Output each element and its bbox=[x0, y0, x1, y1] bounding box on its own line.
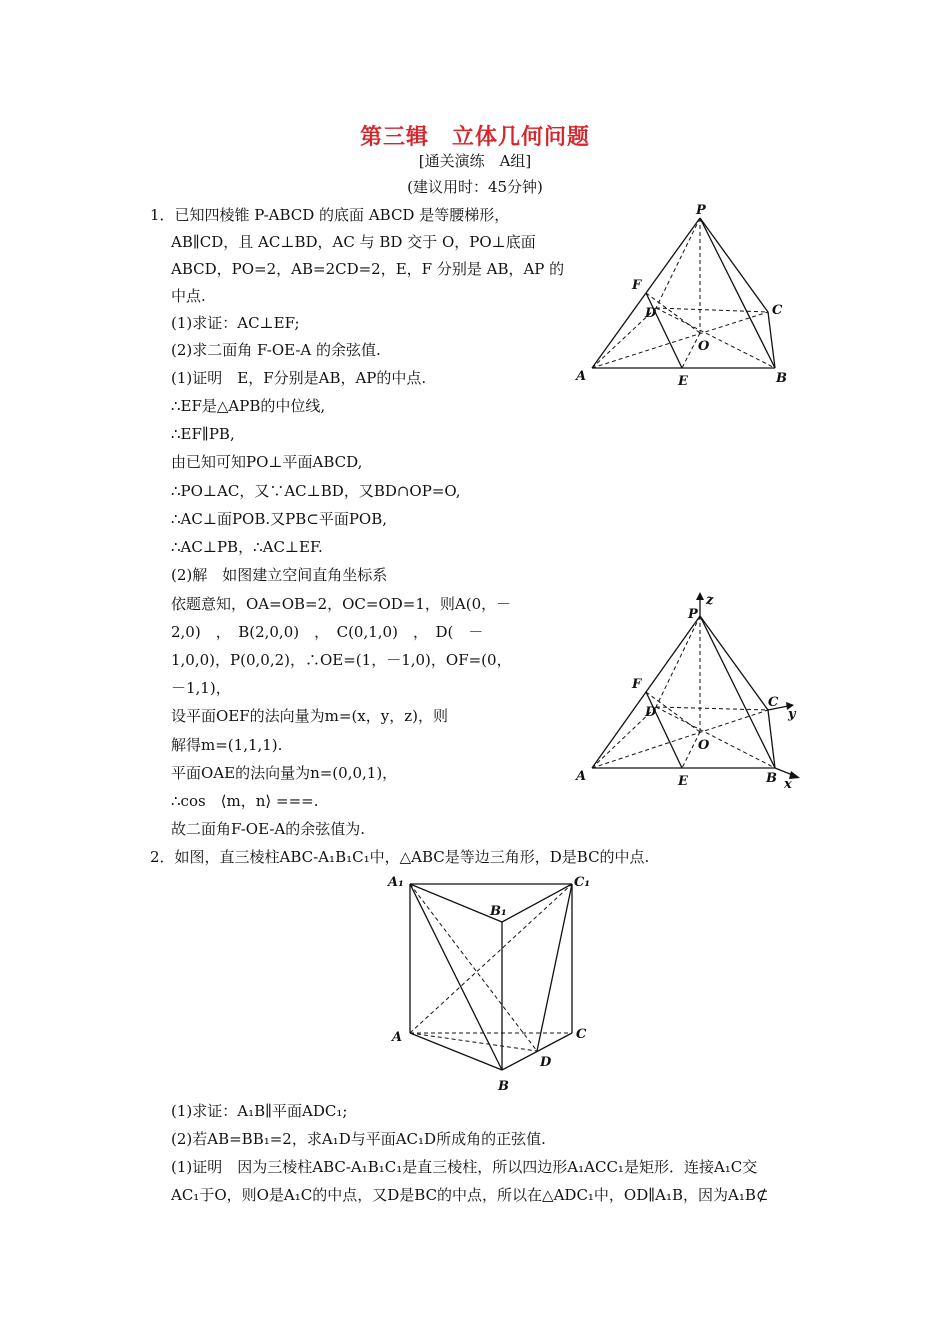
p1-line: (1)求证：AC⊥EF; bbox=[171, 314, 300, 332]
p1-line: ∴AC⊥面POB.又PB⊂平面POB, bbox=[171, 510, 388, 528]
p1-line: 1,0,0)，P(0,0,2)，∴OE=(1，－1,0)，OF=(0， bbox=[171, 651, 512, 669]
label-F: F bbox=[632, 278, 642, 293]
label-F: F bbox=[632, 677, 642, 692]
p1-line: 依题意知，OA=OB=2，OC=OD=1，则A(0，－ bbox=[171, 595, 512, 613]
p2-line: (1)证明 因为三棱柱ABC-A₁B₁C₁是直三棱柱，所以四边形A₁ACC₁是矩形．连接A₁C交 bbox=[171, 1158, 758, 1176]
p1-line: 解得m=(1,1,1). bbox=[171, 736, 283, 754]
p1-line: 1．已知四棱锥 P-ABCD 的底面 ABCD 是等腰梯形， bbox=[150, 206, 510, 224]
label-C: C bbox=[576, 1027, 587, 1042]
prism-figure bbox=[380, 868, 600, 1098]
p1-line: －1,1)， bbox=[171, 679, 231, 697]
label-A: A bbox=[576, 769, 587, 784]
p2-line: (2)若AB=BB₁=2，求A₁D与平面AC₁D所成角的正弦值. bbox=[171, 1130, 546, 1148]
p2-line: AC₁于O，则O是A₁C的中点，又D是BC的中点，所以在△ADC₁中，OD∥A₁B，因为A₁B⊄ bbox=[171, 1186, 769, 1204]
suggested-time: (建议用时：45分钟) bbox=[407, 178, 543, 196]
label-y: y bbox=[788, 707, 796, 722]
pyramid-figure bbox=[570, 200, 800, 395]
p1-line: ∴EF∥PB, bbox=[171, 425, 235, 443]
label-B: B bbox=[766, 771, 777, 786]
exercise-group: [通关演练 A组] bbox=[418, 152, 532, 170]
label-B: B bbox=[498, 1079, 509, 1094]
p2-intro: 2．如图，直三棱柱ABC-A₁B₁C₁中，△ABC是等边三角形，D是BC的中点. bbox=[150, 848, 650, 866]
p1-line: 2,0) ， B(2,0,0) ， C(0,1,0) ， D( － bbox=[171, 623, 484, 641]
p1-line: 由已知可知PO⊥平面ABCD, bbox=[171, 453, 363, 471]
label-D: D bbox=[645, 705, 657, 720]
label-B1: B₁ bbox=[490, 904, 507, 919]
chapter-title: 第三辑 立体几何问题 bbox=[359, 124, 590, 150]
label-P: P bbox=[688, 607, 698, 622]
label-z: z bbox=[706, 593, 714, 608]
p1-line: ∴EF是△APB的中位线, bbox=[171, 397, 326, 415]
p1-line: (2)解 如图建立空间直角坐标系 bbox=[171, 566, 388, 584]
p1-line: 中点. bbox=[171, 287, 206, 305]
p1-line: 设平面OEF的法向量为m=(x，y，z)，则 bbox=[171, 707, 448, 725]
p1-line: 平面OAE的法向量为n=(0,0,1)， bbox=[171, 764, 398, 782]
label-B: B bbox=[776, 371, 787, 386]
p1-line: 故二面角F-OE-A的余弦值为. bbox=[171, 820, 365, 838]
p2-line: (1)求证：A₁B∥平面ADC₁; bbox=[171, 1102, 348, 1120]
p1-line: AB∥CD，且 AC⊥BD，AC 与 BD 交于 O，PO⊥底面 bbox=[171, 233, 536, 251]
label-A: A bbox=[392, 1030, 403, 1045]
p1-line: ∴PO⊥AC，又∵AC⊥BD，又BD∩OP=O, bbox=[171, 482, 461, 500]
label-E: E bbox=[678, 774, 688, 789]
p1-line: ∴AC⊥PB，∴AC⊥EF. bbox=[171, 538, 323, 556]
label-P: P bbox=[696, 203, 706, 218]
p1-line: ∴cos ⟨m，n⟩ ===. bbox=[171, 792, 319, 810]
pyramid-axes-figure bbox=[570, 592, 810, 792]
label-C: C bbox=[768, 695, 779, 710]
label-O: O bbox=[698, 738, 710, 753]
label-E: E bbox=[678, 374, 688, 389]
label-D: D bbox=[540, 1055, 552, 1070]
label-x: x bbox=[784, 777, 792, 792]
label-A1: A₁ bbox=[388, 875, 404, 890]
p1-line: (1)证明 E，F分别是AB，AP的中点. bbox=[171, 369, 427, 387]
label-D: D bbox=[645, 306, 657, 321]
label-A: A bbox=[576, 369, 587, 384]
label-C: C bbox=[772, 303, 783, 318]
p1-line: (2)求二面角 F-OE-A 的余弦值. bbox=[171, 341, 381, 359]
label-O: O bbox=[698, 339, 710, 354]
label-C1: C₁ bbox=[574, 875, 591, 890]
p1-line: ABCD，PO=2，AB=2CD=2，E，F 分别是 AB，AP 的 bbox=[171, 260, 565, 278]
